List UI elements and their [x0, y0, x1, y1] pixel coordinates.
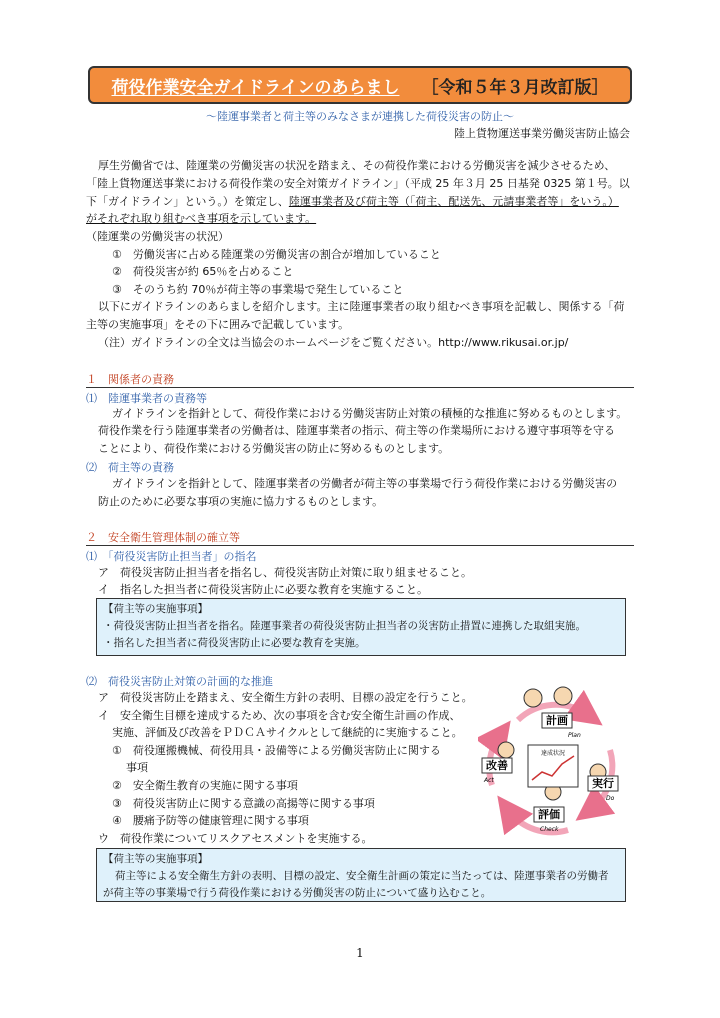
section-divider — [86, 387, 634, 388]
intro-line — [86, 194, 619, 210]
act-label: 改善 — [486, 759, 508, 772]
body-line: ことにより、荷役作業における労働災害の防止に努めるものとします。 — [98, 442, 450, 455]
subsection-heading: ⑵ 荷主等の責務 — [86, 461, 174, 474]
status-heading: （陸運業の労働災害の状況） — [86, 230, 229, 243]
section-heading: ２ 安全衛生管理体制の確立等 — [86, 531, 240, 544]
worker-figure-icon — [498, 742, 514, 758]
page-title: 荷役作業安全ガイドラインのあらまし — [111, 77, 400, 98]
box-heading: 【荷主等の実施事項】 — [103, 853, 208, 865]
worker-figure-icon — [554, 687, 572, 705]
intro-line: 「陸上貨物運送事業における荷役作業の安全対策ガイドライン」（平成 25 年３月 25 日基発 0325 第１号。以 — [86, 177, 630, 190]
list-item: ① 荷役運搬機械、荷役用具・設備等による労働災害防止に関する — [112, 744, 441, 757]
subsection-heading: ⑵ 荷役災害防止対策の計画的な推進 — [86, 675, 273, 688]
plan-en-label: Plan — [568, 732, 581, 739]
do-en-label: Do — [606, 795, 615, 802]
worker-figure-icon — [524, 689, 542, 707]
box-line: ・指名した担当者に荷役災害防止に必要な教育を実施。 — [103, 637, 366, 649]
intro-line: 以下にガイドラインのあらましを紹介します。主に陸運事業者の取り組むべき事項を記載し、関係する「荷 — [98, 300, 625, 313]
act-en-label: Act — [484, 777, 494, 784]
intro-line: 主等の実施事項」をその下に囲みで記載しています。 — [86, 318, 350, 331]
body-line: 実施、評価及び改善をＰＤＣＡサイクルとして継続的に実施すること。 — [112, 726, 463, 739]
box-heading: 【荷主等の実施事項】 — [103, 603, 208, 615]
progress-board-label: 達成状況 — [540, 750, 566, 757]
intro-underlined: 陸運事業者及び荷主等（「荷主、配送先、元請事業者等」をいう。） — [288, 195, 619, 208]
body-line: ア 荷役災害防止担当者を指名し、荷役災害防止対策に取り組ませること。 — [98, 566, 472, 579]
body-line: ガイドラインを指針として、陸運事業者の労働者が荷主等の事業場で行う荷役作業における労働災害の — [112, 477, 618, 490]
pdca-cycle-illustration — [478, 680, 628, 840]
list-item: ④ 腰痛予防等の健康管理に関する事項 — [112, 814, 309, 827]
version-label: ［令和５年３月改訂版］ — [421, 77, 609, 98]
section-divider — [86, 545, 634, 546]
section-heading: １ 関係者の責務 — [86, 373, 174, 386]
subtitle: ～陸運事業者と荷主等のみなさまが連携した荷役災害の防止～ — [206, 110, 514, 123]
intro-text: 下「ガイドライン」という。）を策定し、 — [86, 195, 289, 208]
subsection-heading: ⑴ 「荷役災害防止担当者」の指名 — [86, 550, 257, 563]
title-banner — [88, 66, 632, 104]
list-item: ③ 荷役災害防止に関する意識の高揚等に関する事項 — [112, 797, 375, 810]
check-en-label: Check — [540, 826, 559, 833]
subsection-heading: ⑴ 陸運事業者の責務等 — [86, 392, 207, 405]
shipper-actions-box — [96, 598, 626, 656]
intro-line: がそれぞれ取り組むべき事項を示しています。 — [86, 212, 317, 225]
intro-line: 厚生労働省では、陸運業の労働災害の状況を踏まえ、その荷役作業における労働災害を減少させるため、 — [98, 159, 616, 172]
organization-name: 陸上貨物運送事業労働災害防止協会 — [454, 127, 630, 140]
shipper-actions-box — [96, 848, 626, 902]
list-item: 事項 — [126, 761, 148, 774]
box-line: 荷主等による安全衛生方針の表明、目標の設定、安全衛生計画の策定に当たっては、陸運事業者の労働者 — [115, 870, 609, 882]
plan-label: 計画 — [546, 714, 568, 727]
body-line: イ 安全衛生目標を達成するため、次の事項を含む安全衛生計画の作成、 — [98, 709, 461, 722]
body-line: 防止のために必要な事項の実施に協力するものとします。 — [98, 495, 384, 508]
status-item: ② 荷役災害が約 65％を占めること — [112, 265, 294, 278]
box-line: ・荷役災害防止担当者を指名。陸運事業者の荷役災害防止担当者の災害防止措置に連携した取組実施。 — [103, 620, 586, 632]
status-item: ③ そのうち約 70％が荷主等の事業場で発生していること — [112, 283, 404, 296]
body-line: イ 指名した担当者に荷役災害防止に必要な教育を実施すること。 — [98, 583, 428, 596]
list-item: ② 安全衛生教育の実施に関する事項 — [112, 779, 298, 792]
check-label: 評価 — [538, 808, 560, 821]
body-line: ウ 荷役作業についてリスクアセスメントを実施する。 — [98, 832, 373, 845]
body-line: ガイドラインを指針として、荷役作業における労働災害防止対策の積極的な推進に努めるものとします。 — [112, 407, 628, 420]
do-label: 実行 — [592, 777, 614, 790]
status-item: ① 労働災害に占める陸運業の労働災害の割合が増加していること — [112, 248, 441, 261]
box-line: が荷主等の事業場で行う荷役作業における労働災害の防止について盛り込むこと。 — [103, 887, 492, 899]
body-line: ア 荷役災害防止を踏まえ、安全衛生方針の表明、目標の設定を行うこと。 — [98, 691, 473, 704]
note-line: （注）ガイドラインの全文は当協会のホームページをご覧ください。http://www.rikusai.or.jp/ — [98, 336, 569, 349]
body-line: 荷役作業を行う陸運事業者の労働者は、陸運事業者の指示、荷主等の作業場所における遵守事項等を守る — [98, 424, 615, 437]
page-number: 1 — [356, 946, 364, 960]
